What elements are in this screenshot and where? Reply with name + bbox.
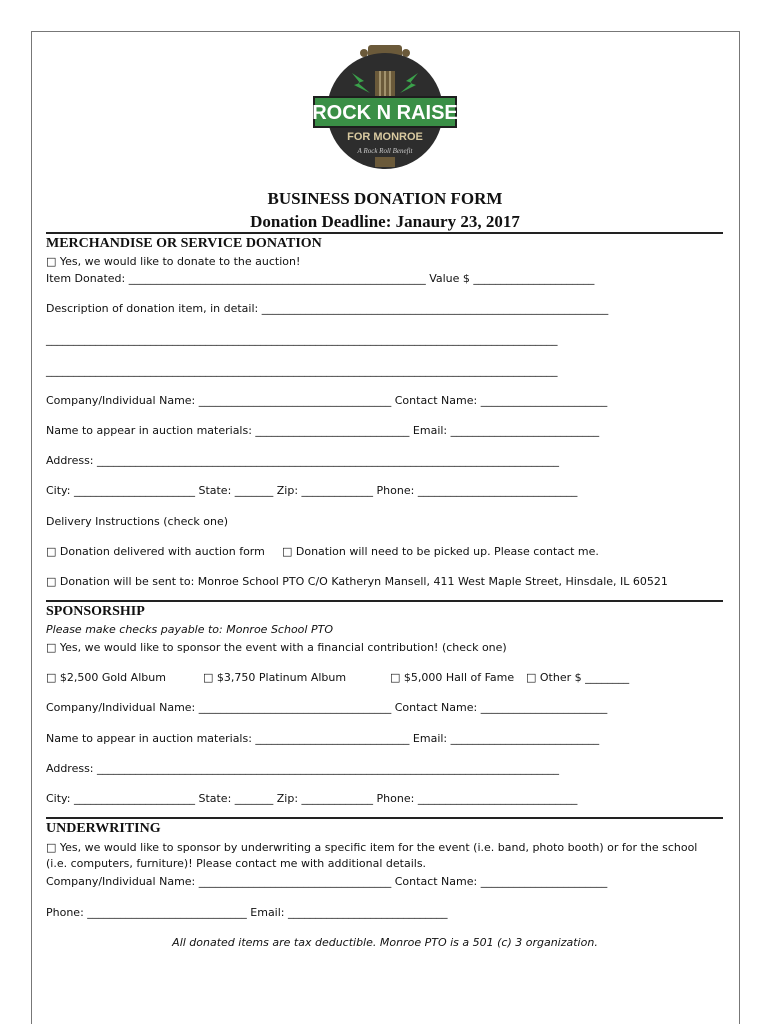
sponsor-company-contact-field[interactable]: Company/Individual Name: ___________________________________ Contact Name: _______________________ bbox=[46, 701, 608, 714]
underwriting-phone-email-field[interactable]: Phone: _____________________________ Email: _____________________________ bbox=[46, 906, 448, 919]
rock-n-raise-guitar-logo bbox=[312, 43, 458, 173]
underwriting-yes-checkbox[interactable]: □ Yes, we would like to sponsor by underwriting a specific item for the event (i.e. band, photo booth) or for the school bbox=[46, 841, 698, 854]
section-heading-underwriting: UNDERWRITING bbox=[46, 821, 161, 836]
underwriting-yes-continued: (i.e. computers, furniture)! Please contact me with additional details. bbox=[46, 857, 427, 870]
merch-address-field[interactable]: Address: ____________________________________________________________________________________ bbox=[46, 454, 560, 467]
delivery-instructions-label: Delivery Instructions (check one) bbox=[46, 515, 229, 528]
section-rule-merchandise bbox=[46, 232, 723, 234]
sponsor-level-gold[interactable]: □ $2,500 Gold Album bbox=[46, 671, 166, 684]
sponsor-level-other[interactable]: □ Other $ ________ bbox=[526, 671, 630, 684]
description-field[interactable]: Description of donation item, in detail: _______________________________________________________________ bbox=[46, 302, 609, 315]
form-title: BUSINESS DONATION FORM bbox=[267, 189, 503, 208]
sponsor-name-email-field[interactable]: Name to appear in auction materials: ____________________________ Email: ___________________________ bbox=[46, 732, 600, 745]
sponsor-level-hall-of-fame[interactable]: □ $5,000 Hall of Fame bbox=[390, 671, 515, 684]
description-line-3[interactable]: _____________________________________________________________________________________________ bbox=[46, 364, 558, 377]
delivery-option-send[interactable]: □ Donation will be sent to: Monroe School PTO C/O Katheryn Mansell, 411 West Maple Street, Hinsdale, IL 60521 bbox=[46, 575, 668, 588]
sponsor-yes-checkbox[interactable]: □ Yes, we would like to sponsor the event with a financial contribution! (check one) bbox=[46, 641, 507, 654]
item-donated-field[interactable]: Item Donated: ______________________________________________________ Value $ ______________________ bbox=[46, 272, 595, 285]
logo-line2: FOR MONROE bbox=[347, 131, 423, 143]
form-deadline: Donation Deadline: Janaury 23, 2017 bbox=[250, 212, 520, 231]
section-heading-sponsorship: SPONSORSHIP bbox=[46, 604, 145, 619]
sponsor-address-field[interactable]: Address: ____________________________________________________________________________________ bbox=[46, 762, 560, 775]
merch-company-contact-field[interactable]: Company/Individual Name: ___________________________________ Contact Name: _______________________ bbox=[46, 394, 608, 407]
underwriting-company-contact-field[interactable]: Company/Individual Name: ___________________________________ Contact Name: _______________________ bbox=[46, 875, 608, 888]
tax-deductible-note: All donated items are tax deductible. Monroe PTO is a 501 (c) 3 organization. bbox=[172, 936, 598, 949]
section-heading-merchandise: MERCHANDISE OR SERVICE DONATION bbox=[46, 236, 322, 251]
merch-yes-checkbox[interactable]: □ Yes, we would like to donate to the auction! bbox=[46, 255, 301, 268]
delivery-option-with-form[interactable]: □ Donation delivered with auction form bbox=[46, 545, 265, 558]
delivery-option-pickup[interactable]: □ Donation will need to be picked up. Please contact me. bbox=[282, 545, 599, 558]
checks-payable-note: Please make checks payable to: Monroe School PTO bbox=[46, 623, 333, 636]
logo-line1: ROCK N RAISE bbox=[312, 102, 458, 124]
sponsor-level-platinum[interactable]: □ $3,750 Platinum Album bbox=[203, 671, 347, 684]
merch-name-email-field[interactable]: Name to appear in auction materials: ____________________________ Email: ___________________________ bbox=[46, 424, 600, 437]
sponsor-city-field[interactable]: City: ______________________ State: _______ Zip: _____________ Phone: _____________________________ bbox=[46, 792, 578, 805]
merch-city-field[interactable]: City: ______________________ State: _______ Zip: _____________ Phone: _____________________________ bbox=[46, 484, 578, 497]
description-line-2[interactable]: _____________________________________________________________________________________________ bbox=[46, 333, 558, 346]
logo-tagline: A Rock Roll Benefit bbox=[357, 147, 413, 155]
section-rule-sponsorship bbox=[46, 600, 723, 602]
section-rule-underwriting bbox=[46, 817, 723, 819]
